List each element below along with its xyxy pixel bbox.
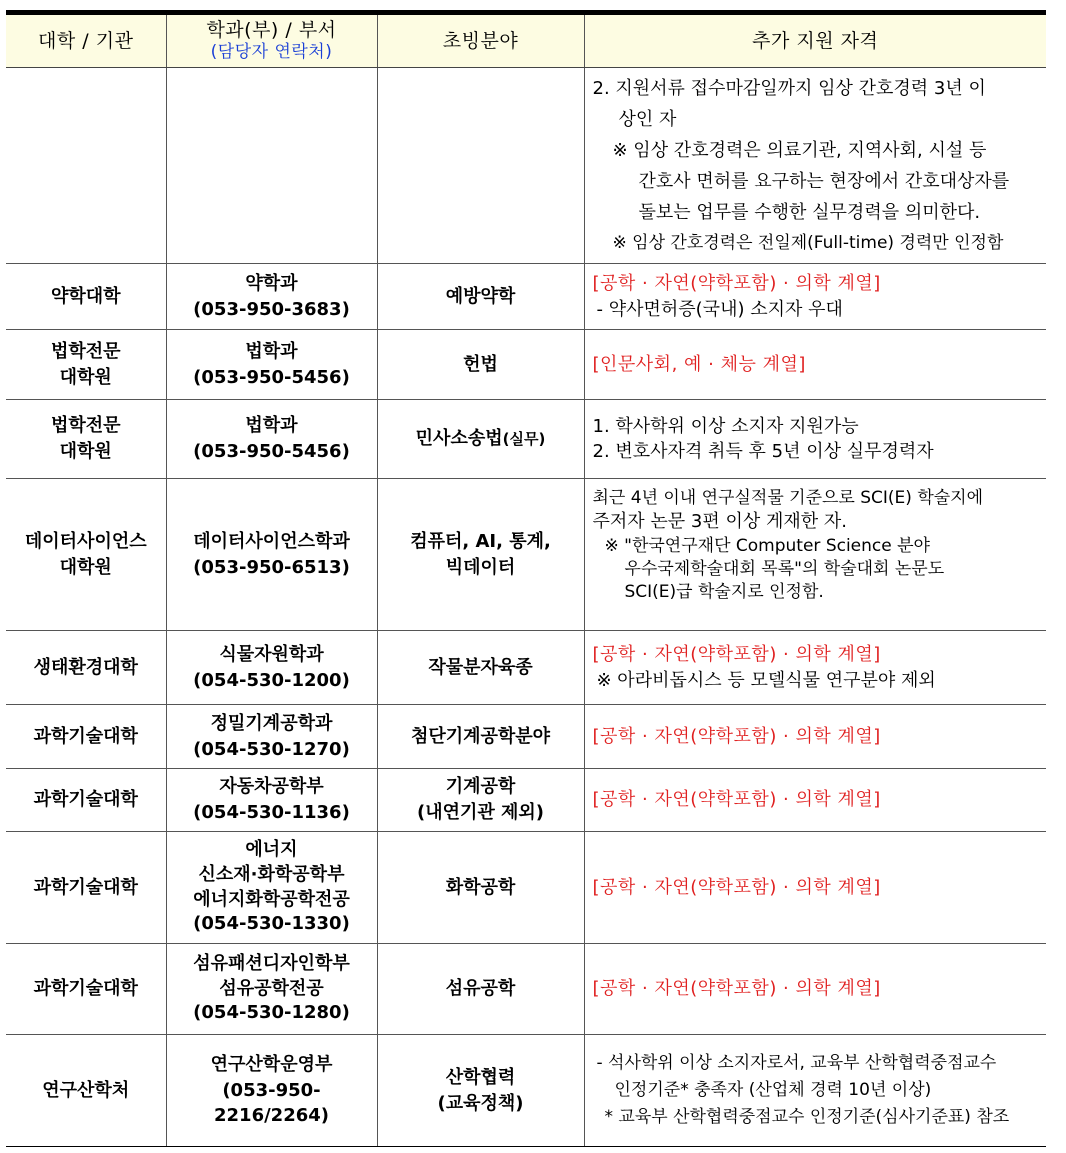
department-line: 에너지	[245, 838, 298, 860]
institution-line: 데이터사이언스	[24, 530, 147, 552]
cell-field: 화학공학	[377, 832, 584, 944]
field-line: 기계공학	[445, 776, 516, 798]
department-name: 연구산학운영부	[210, 1054, 333, 1076]
department-line: 에너지화학공학전공	[193, 888, 350, 910]
cell-institution: 과학기술대학	[6, 705, 166, 769]
req-note: ※ 아라비돕시스 등 모델식물 연구분야 제외	[596, 669, 936, 691]
cell-requirements	[584, 705, 1046, 769]
cell-field: 첨단기계공학분야	[377, 705, 584, 769]
department-phone: (054-530-1330)	[193, 913, 350, 935]
table-row	[6, 330, 1046, 400]
header-field: 초빙분야	[377, 13, 584, 68]
cell-department	[166, 705, 377, 769]
department-name: 식물자원학과	[219, 643, 324, 665]
institution-line: 대학원	[59, 366, 112, 388]
field-line: 컴퓨터, AI, 통계,	[410, 530, 551, 552]
cell-institution: 과학기술대학	[6, 944, 166, 1035]
req-category: [공학 · 자연(약학포함) · 의학 계열]	[592, 273, 881, 295]
table-row	[6, 264, 1046, 330]
req-category: [공학 · 자연(약학포함) · 의학 계열]	[592, 725, 881, 747]
cell-field	[377, 769, 584, 832]
institution-line: 대학원	[59, 556, 112, 578]
department-line: 섬유공학전공	[219, 977, 324, 999]
cell-department	[166, 769, 377, 832]
req-line: 인정기준* 충족자 (산업체 경력 10년 이상)	[614, 1079, 932, 1100]
cell-field: 예방약학	[377, 264, 584, 330]
field-line: 산학협력	[445, 1066, 516, 1088]
recruitment-table	[6, 10, 1046, 1147]
table-header-row	[6, 13, 1046, 68]
req-line: 주저자 논문 3편 이상 게재한 자.	[592, 511, 847, 533]
department-line: 섬유패션디자인학부	[193, 952, 350, 974]
req-line: - 약사면허증(국내) 소지자 우대	[596, 298, 843, 320]
header-contact-label: (담당자 연락처)	[210, 42, 333, 63]
department-name: 정밀기계공학과	[210, 712, 333, 734]
department-phone: (053-950-2216/2264)	[214, 1079, 329, 1127]
field-line: (내연기관 제외)	[416, 802, 545, 823]
department-phone: (054-530-1270)	[193, 738, 350, 760]
req-line: 상인 자	[618, 108, 677, 130]
req-category: [인문사회, 예 · 체능 계열]	[592, 353, 806, 375]
req-line: 2. 지원서류 접수마감일까지 임상 간호경력 3년 이	[592, 78, 986, 99]
cell-institution: 약학대학	[6, 264, 166, 330]
req-note: 간호사 면허를 요구하는 현장에서 간호대상자를	[638, 170, 1010, 192]
header-requirements: 추가 지원 자격	[584, 13, 1046, 68]
department-phone: (053-950-3683)	[193, 298, 350, 320]
cell-requirements	[584, 944, 1046, 1035]
department-phone: (054-530-1280)	[193, 1002, 350, 1024]
cell-department	[166, 400, 377, 479]
department-line: 신소재·화학공학부	[198, 863, 345, 885]
table-row	[6, 1035, 1046, 1147]
req-category: [공학 · 자연(약학포함) · 의학 계열]	[592, 978, 881, 1000]
table-row	[6, 631, 1046, 705]
table-row	[6, 400, 1046, 479]
institution-line: 법학전문	[50, 415, 121, 437]
header-department	[166, 13, 377, 68]
req-line: - 석사학위 이상 소지자로서, 교육부 산학협력중점교수	[596, 1052, 997, 1073]
req-note: 우수국제학술대회 목록"의 학술대회 논문도	[624, 558, 945, 579]
cell-department	[166, 479, 377, 631]
cell-field: 작물분자육종	[377, 631, 584, 705]
header-institution: 대학 / 기관	[6, 13, 166, 68]
field-line: (교육정책)	[437, 1092, 524, 1114]
field-note: (실무)	[502, 430, 546, 449]
cell-institution: 연구산학처	[6, 1035, 166, 1147]
cell-requirements	[584, 264, 1046, 330]
field-line: 빅데이터	[445, 556, 516, 578]
cell-field: 섬유공학	[377, 944, 584, 1035]
req-note: ※ 임상 간호경력은 전일제(Full-time) 경력만 인정함	[612, 232, 1004, 253]
department-name: 자동차공학부	[219, 776, 324, 798]
req-line: 최근 4년 이내 연구실적물 기준으로 SCI(E) 학술지에	[592, 488, 984, 508]
cell-field	[377, 400, 584, 479]
field-name: 민사소송법	[415, 428, 503, 450]
cell-institution: 과학기술대학	[6, 832, 166, 944]
req-note: * 교육부 산학협력중점교수 인정기준(심사기준표) 참조	[604, 1107, 1010, 1128]
cell-institution: 생태환경대학	[6, 631, 166, 705]
cell-field	[377, 68, 584, 264]
cell-requirements	[584, 1035, 1046, 1147]
department-name: 법학과	[245, 340, 298, 362]
cell-institution	[6, 400, 166, 479]
cell-requirements	[584, 631, 1046, 705]
req-note: 돌보는 업무를 수행한 실무경력을 의미한다.	[638, 201, 981, 223]
table-row-continued	[6, 68, 1046, 264]
cell-department	[166, 631, 377, 705]
cell-field: 헌법	[377, 330, 584, 400]
table-row	[6, 944, 1046, 1035]
table-row	[6, 705, 1046, 769]
cell-requirements	[584, 400, 1046, 479]
cell-institution: 과학기술대학	[6, 769, 166, 832]
table-row	[6, 832, 1046, 944]
req-line: 2. 변호사자격 취득 후 5년 이상 실무경력자	[592, 441, 934, 462]
cell-requirements	[584, 769, 1046, 832]
department-name: 데이터사이언스학과	[193, 530, 350, 552]
cell-institution	[6, 68, 166, 264]
cell-requirements	[584, 68, 1046, 264]
department-phone: (053-950-5456)	[193, 441, 350, 462]
header-department-label: 학과(부) / 부서	[206, 19, 337, 42]
req-category: [공학 · 자연(약학포함) · 의학 계열]	[592, 789, 881, 811]
req-note: ※ 임상 간호경력은 의료기관, 지역사회, 시설 등	[612, 139, 987, 161]
table-row	[6, 479, 1046, 631]
cell-department	[166, 944, 377, 1035]
cell-requirements	[584, 832, 1046, 944]
req-category: [공학 · 자연(약학포함) · 의학 계열]	[592, 644, 881, 666]
department-phone: (053-950-6513)	[193, 556, 350, 578]
cell-department	[166, 330, 377, 400]
department-name: 약학과	[245, 272, 298, 294]
department-phone: (053-950-5456)	[193, 366, 350, 388]
req-category: [공학 · 자연(약학포함) · 의학 계열]	[592, 876, 881, 898]
table-row	[6, 769, 1046, 832]
cell-department	[166, 1035, 377, 1147]
cell-department	[166, 68, 377, 264]
cell-department	[166, 832, 377, 944]
recruitment-table-container	[6, 10, 1046, 1147]
cell-institution	[6, 330, 166, 400]
department-phone: (054-530-1200)	[193, 669, 350, 691]
institution-line: 대학원	[59, 441, 112, 462]
department-name: 법학과	[245, 415, 298, 437]
cell-field	[377, 479, 584, 631]
req-note: SCI(E)급 학술지로 인정함.	[624, 581, 824, 602]
cell-institution	[6, 479, 166, 631]
req-note: ※ "한국연구재단 Computer Science 분야	[604, 535, 930, 556]
department-phone: (054-530-1136)	[193, 802, 350, 823]
cell-field	[377, 1035, 584, 1147]
req-line: 1. 학사학위 이상 소지자 지원가능	[592, 415, 859, 437]
cell-requirements	[584, 479, 1046, 631]
cell-requirements	[584, 330, 1046, 400]
cell-department	[166, 264, 377, 330]
institution-line: 법학전문	[50, 340, 121, 362]
